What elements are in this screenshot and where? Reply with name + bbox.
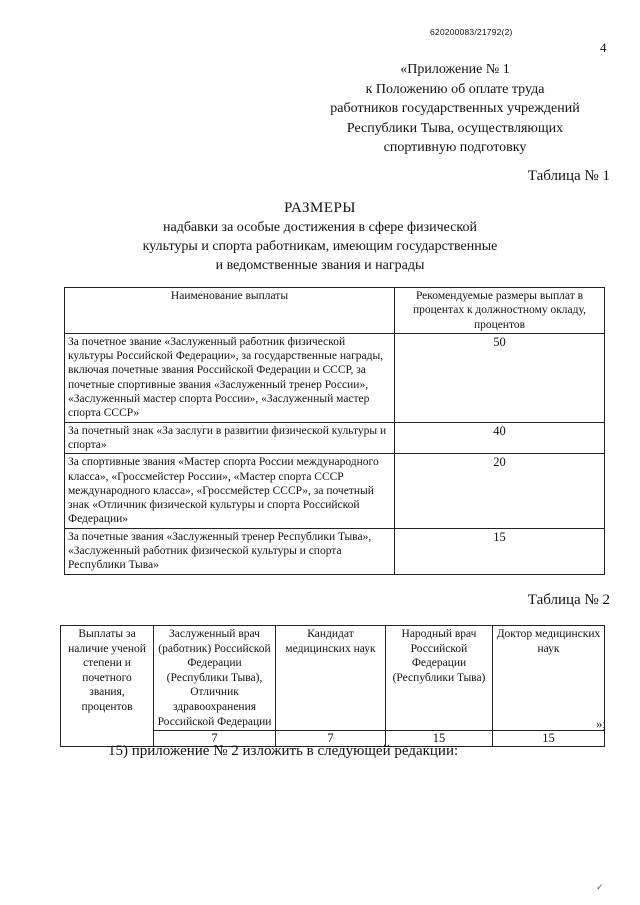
appendix-line: работников государственных учреждений — [330, 101, 580, 116]
table1-label: Таблица № 1 — [527, 168, 610, 184]
table-row — [65, 333, 605, 422]
appendix-line: «Приложение № 1 — [400, 62, 510, 77]
table1-subtitle — [100, 218, 540, 275]
payment-name: За почетный знак «За заслуги в развитии физической культуры и спорта» — [65, 422, 395, 454]
appendix-line: к Положению об оплате труда — [365, 81, 545, 97]
column-header: Кандидат медицинских наук — [276, 626, 386, 731]
table-header-row — [65, 288, 605, 334]
column-header: Народный врач Российской Федерации (Республики Тыва) — [386, 626, 493, 731]
payment-name: За спортивные звания «Мастер спорта России международного класса», «Гроссмейстер России», «Мастер спорта СССР международного класса», «Гроссмейстер СССР», за почетный знак «Отличник физической культуры и спорта Российской Федерации» — [65, 454, 395, 528]
degree-bonus-table — [60, 625, 605, 747]
column-header-name: Наименование выплаты — [65, 288, 395, 334]
amendment-item-15: 15) приложение № 2 изложить в следующей редакции: — [108, 743, 459, 759]
subtitle-line: культуры и спорта работникам, имеющим государственные — [142, 239, 498, 254]
percent-value: 7 — [276, 731, 386, 747]
payment-value: 20 — [395, 454, 605, 528]
table-header-row — [61, 626, 605, 731]
payment-value: 15 — [395, 528, 605, 574]
payment-name: За почетные звания «Заслуженный тренер Республики Тыва», «Заслуженный работник физической культуры и спорта Республики Тыва» — [65, 528, 395, 574]
subtitle-line: надбавки за особые достижения в сфере физической — [162, 220, 478, 235]
column-header: Заслуженный врач (работник) Российской Федерации (Республики Тыва), Отличник здравоохранения Российской Федерации — [154, 626, 276, 731]
column-header-amount: Рекомендуемые размеры выплат в процентах к должностному окладу, процентов — [395, 288, 605, 334]
closing-quote: »; — [596, 716, 607, 731]
document-id: 620200083/21792(2) — [430, 27, 513, 37]
percent-value: 15 — [386, 731, 493, 747]
allowance-table — [64, 287, 605, 575]
payment-value: 50 — [395, 333, 605, 422]
appendix-heading — [300, 60, 610, 158]
table1-title: РАЗМЕРЫ — [284, 200, 356, 216]
check-mark-icon: ✓ — [596, 882, 604, 892]
appendix-line: спортивную подготовку — [383, 140, 527, 155]
appendix-line: Республики Тыва, осуществляющих — [346, 120, 564, 136]
subtitle-line: и ведомственные звания и награды — [215, 258, 425, 273]
table-row — [65, 454, 605, 528]
row-header: Выплаты за наличие ученой степени и почетного звания, процентов — [61, 626, 154, 747]
table-row — [65, 422, 605, 454]
payment-name: За почетное звание «Заслуженный работник физической культуры Российской Федерации», за государственные награды, включая почетные звания Российской Федерации и СССР, за почетные спортивные звания «Заслуженный тренер России», «Заслуженный мастер спорта России», «Заслуженный мастер спорта СССР» — [65, 333, 395, 422]
percent-value: 15 — [493, 731, 605, 747]
payment-value: 40 — [395, 422, 605, 454]
column-header: Доктор медицинских наук — [493, 626, 605, 731]
table-row — [65, 528, 605, 574]
table2-label: Таблица № 2 — [527, 592, 610, 608]
percent-value: 7 — [154, 731, 276, 747]
page-number: 4 — [600, 40, 607, 55]
